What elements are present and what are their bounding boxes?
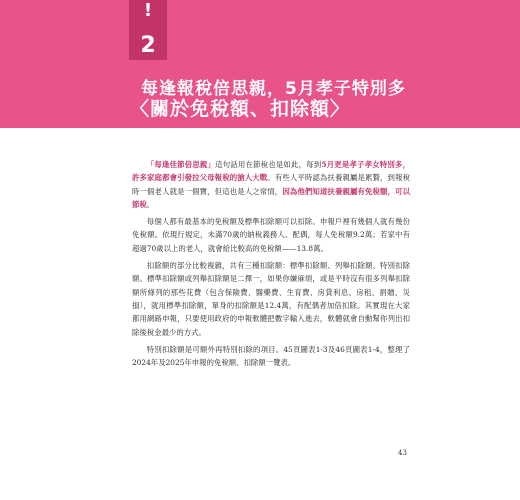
paragraph-1 <box>132 158 410 211</box>
chapter-number-tab <box>129 0 167 60</box>
paragraph-3: 扣除額的部分比較複雜，共有三種扣除額：標準扣除額、列舉扣除額、特別扣除額。標準扣除額或列舉扣除額是二擇一，如果你嫌麻煩，或是平時沒有很多列舉扣除額所條列的那些花費（包含保險費、醫藥費、生育費、房貸利息、房租、捐贈、災損），就用標準扣除額，單身的扣除額是12.4萬，有配偶者加倍扣除。其實現在大家都用網路申報，只要使用政府的申報軟體把數字輸入進去，軟體就會自動幫你列出扣除後稅金最少的方式。 <box>132 261 410 337</box>
paragraph-text: 這句話用在節稅也是如此，每到 <box>215 160 322 169</box>
chapter-title-line1: 每逢報稅倍思親，5月孝子特別多 <box>141 79 406 99</box>
chapter-header-banner <box>0 0 520 128</box>
chapter-number: 2 <box>140 33 156 58</box>
highlight-text: 「每逢佳節倍思親」 <box>146 160 216 169</box>
page-number: 43 <box>398 449 407 457</box>
paragraph-2: 每個人都有最基本的免稅額及標準扣除額可以扣除。申報戶裡有幾個人就有幾份免稅額。依現行規定，未滿70歲的納稅義務人、配偶，每人免稅額9.2萬；若家中有超過70歲以上的老人，就會給比較高的免稅額——13.8萬。 <box>132 217 410 253</box>
paragraph-4: 特別扣除額是可額外再特別扣除的項目。45頁圖表1-3及46頁圖表1-4，整理了2024年及2025年申報的免稅額、扣除額一覽表。 <box>132 344 410 368</box>
highlight-text: 5月更是孝子孝女特別多，許多家庭都會引發拉父母報稅的搶人大戰 <box>132 160 410 183</box>
paragraph-text: 。有些人平時認為扶養親屬是累贅，到報稅時一個老人就是一個寶，但這也是人之常情， <box>132 173 410 196</box>
paragraph-text: 。 <box>146 199 155 209</box>
exclamation-icon: ! <box>143 0 153 21</box>
highlight-text: 因為他們知道扶養親屬有免稅額，可以節稅 <box>132 186 410 209</box>
chapter-title-line2: 〈關於免稅額、扣除額〉 <box>130 98 351 120</box>
body-text <box>132 158 410 373</box>
